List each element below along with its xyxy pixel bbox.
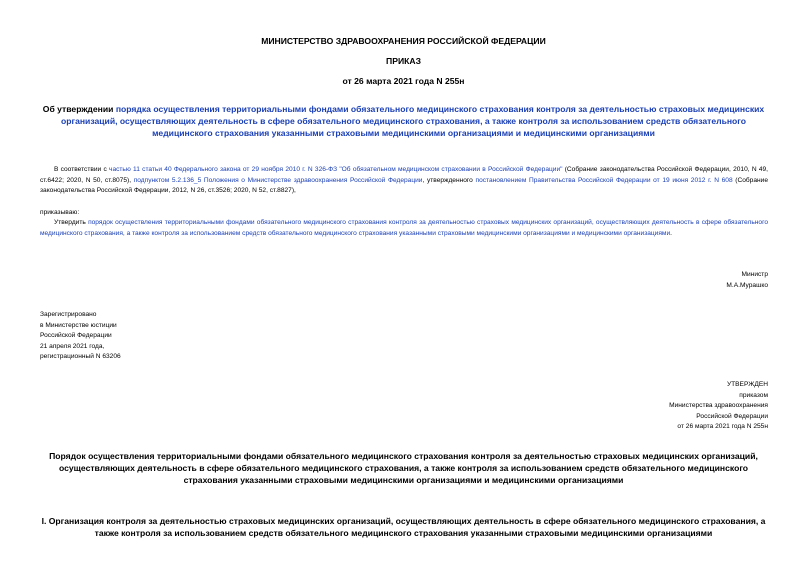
signature-name: М.А.Мурашко [726, 281, 768, 289]
title-prefix: Об утверждении [42, 104, 116, 114]
approved-line: Российской Федерации [696, 412, 768, 420]
section-1-title: I. Организация контроля за деятельностью страховых медицинских организаций, осуществляющих деятельность в сфере обязательного медицинского страхования, а также контроля за использованием средств обязательного медицинского страхования указанными страховыми медицинскими организациями [41, 516, 766, 538]
approved-line: Министерства здравоохранения [669, 402, 768, 409]
order-paragraph [40, 218, 768, 239]
doc-date-number: от 26 марта 2021 года N 255н [342, 76, 465, 86]
preamble-text-3: , утвержденного [422, 176, 476, 184]
procedure-title: Порядок осуществления территориальными фондами обязательного медицинского страхования контроля за деятельностью страховых медицинских организаций, осуществляющих деятельность в сфере обязательного медицинского страхования, а также контроля за использованием средств обязательного медицинского страхования указанными страховыми медицинскими организациями и медицинскими организациями [49, 451, 758, 485]
approved-line: приказом [739, 391, 768, 399]
ministry-heading: МИНИСТЕРСТВО ЗДРАВООХРАНЕНИЯ РОССИЙСКОЙ ФЕДЕРАЦИИ [261, 36, 546, 46]
approved-block [560, 380, 768, 433]
federal-law-link[interactable]: частью 11 статьи 40 Федерального закона от 29 ноября 2010 г. N 326-ФЗ "Об обязательном медицинском страховании в Российской Федерации" [109, 166, 563, 173]
doc-type-heading: ПРИКАЗ [386, 56, 421, 66]
signature-role: Министр [741, 271, 768, 278]
government-decree-link[interactable]: постановлением Правительства Российской Федерации от 19 июня 2012 г. N 608 [475, 176, 733, 184]
signature-block [560, 270, 768, 291]
preamble-text-1: В соответствии с [54, 166, 110, 173]
registration-line: Зарегистрировано [40, 311, 97, 318]
document-title [40, 103, 767, 139]
registration-block [40, 310, 121, 363]
order-text-2: . [670, 229, 672, 237]
order-word: приказываю: [40, 209, 80, 216]
registration-line: в Министерстве юстиции [40, 321, 117, 329]
preamble-paragraph [40, 165, 768, 197]
preamble-text-2: (Собрание законодательства Российской Федерации, 2010, N 49, ст.6422; 2020, N 50, ст.8075), [40, 166, 768, 184]
order-text-1: Утвердить [54, 219, 89, 226]
registration-line: Российской Федерации [40, 332, 112, 339]
registration-line: регистрационный N 63206 [40, 353, 121, 360]
title-procedure-link[interactable]: порядка осуществления территориальными фондами обязательного медицинского страхования контроля за деятельностью страховых медицинских организаций, осуществляющих деятельность в сфере обязательного медицинского страхования, а также контроля за использованием средств обязательного медицинского страхования указанными страховыми медицинскими организациями и медицинскими организациями [60, 104, 765, 138]
registration-line: 21 апреля 2021 года, [40, 342, 105, 350]
preamble-text-4: (Собрание законодательства Российской Федерации, 2012, N 26, ст.3526; 2020, N 52, ст.8827), [40, 176, 768, 194]
order-procedure-link[interactable]: порядок осуществления территориальными фондами обязательного медицинского страхования контроля за деятельностью страховых медицинских организаций, осуществляющих деятельность в сфере обязательного медицинского страхования, а также контроля за использованием средств обязательного медицинского страхования указанными страховыми медицинскими организациями и медицинскими организациями [40, 219, 768, 237]
approved-line: от 26 марта 2021 года N 255н [677, 423, 768, 430]
approved-line: УТВЕРЖДЕН [726, 381, 768, 388]
ministry-regulation-link[interactable]: подпунктом 5.2.136_5 Положения о Министерстве здравоохранения Российской Федерации [133, 176, 423, 184]
